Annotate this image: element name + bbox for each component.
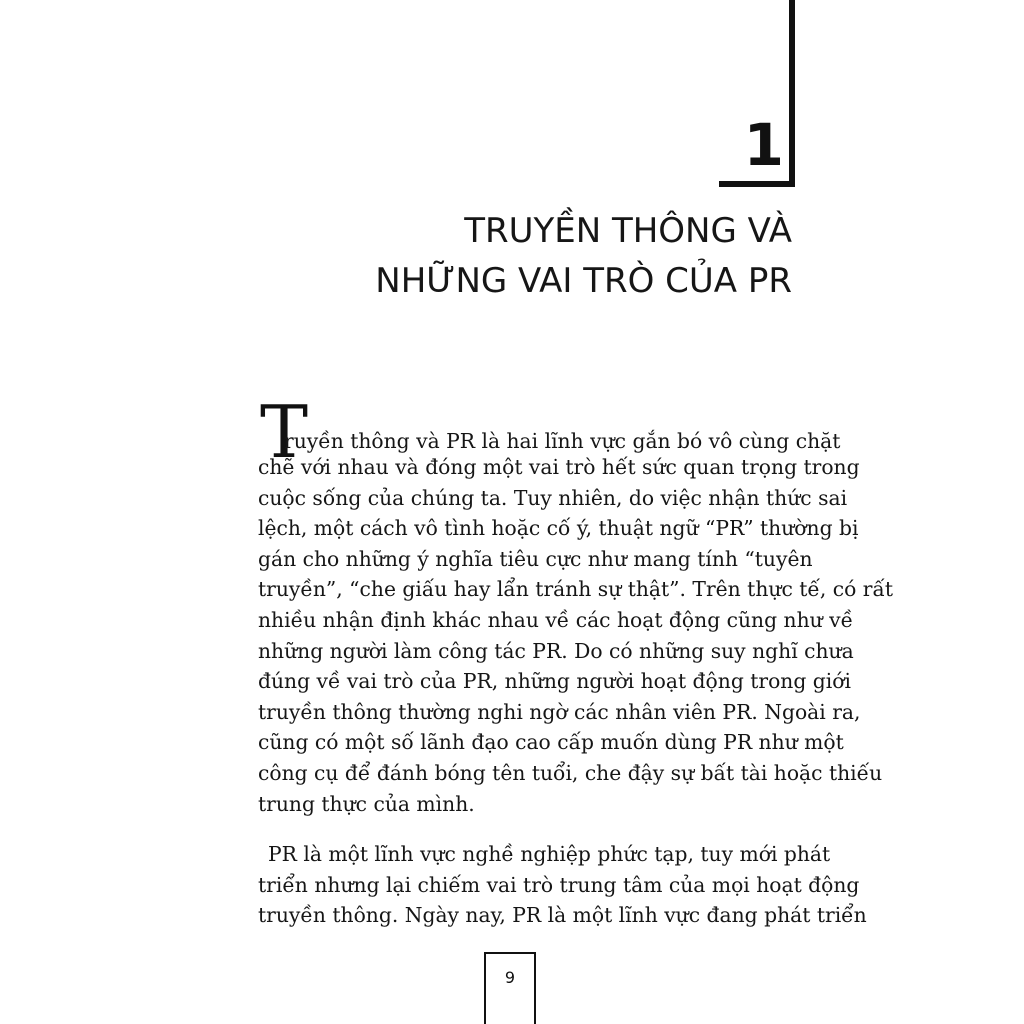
paragraph-line: truyền”, “che giấu hay lẩn tránh sự thật”. Trên thực tế, có rất (258, 577, 894, 602)
chapter-title-line-2: NHỮNG VAI TRÒ CỦA PR (375, 261, 792, 301)
paragraph-line: nhiều nhận định khác nhau về các hoạt động cũng như về (258, 607, 854, 632)
paragraph-1 (258, 390, 894, 819)
paragraph-line: cũng có một số lãnh đạo cao cấp muốn dùng PR như một (258, 730, 844, 755)
paragraph-line: triển nhưng lại chiếm vai trò trung tâm của mọi hoạt động (258, 872, 860, 897)
chapter-bracket-vertical-rule (789, 0, 795, 186)
chapter-title (375, 206, 792, 306)
paragraph-line: cuộc sống của chúng ta. Tuy nhiên, do việc nhận thức sai (258, 485, 848, 510)
chapter-bracket-horizontal-rule (719, 181, 795, 187)
paragraph-2 (258, 839, 867, 931)
page-number-box (484, 952, 536, 1024)
paragraph-line: gán cho những ý nghĩa tiêu cực như mang tính “tuyên (258, 546, 813, 571)
chapter-title-line-1: TRUYỀN THÔNG VÀ (464, 211, 792, 251)
chapter-number: 1 (743, 111, 784, 179)
paragraph-line: đúng về vai trò của PR, những người hoạt động trong giới (258, 669, 851, 694)
drop-cap: T (260, 390, 309, 474)
body-text (258, 390, 894, 931)
paragraph-line: những người làm công tác PR. Do có những suy nghĩ chưa (258, 638, 854, 663)
paragraph-line: công cụ để đánh bóng tên tuổi, che đậy sự bất tài hoặc thiếu (258, 760, 883, 785)
paragraph-line: truyền thông thường nghi ngờ các nhân viên PR. Ngoài ra, (258, 699, 861, 724)
paragraph-line: truyền thông. Ngày nay, PR là một lĩnh vực đang phát triển (258, 903, 867, 928)
paragraph-line: lệch, một cách vô tình hoặc cố ý, thuật ngữ “PR” thường bị (258, 516, 859, 541)
paragraph-line-text: ruyền thông và PR là hai lĩnh vực gắn bó vô cùng chặt (284, 429, 841, 453)
paragraph-line: chẽ với nhau và đóng một vai trò hết sức quan trọng trong (258, 455, 860, 479)
paragraph-line: trung thực của mình. (258, 791, 475, 816)
page-number: 9 (504, 968, 516, 987)
paragraph-line: PR là một lĩnh vực nghề nghiệp phức tạp, tuy mới phát (268, 842, 831, 867)
